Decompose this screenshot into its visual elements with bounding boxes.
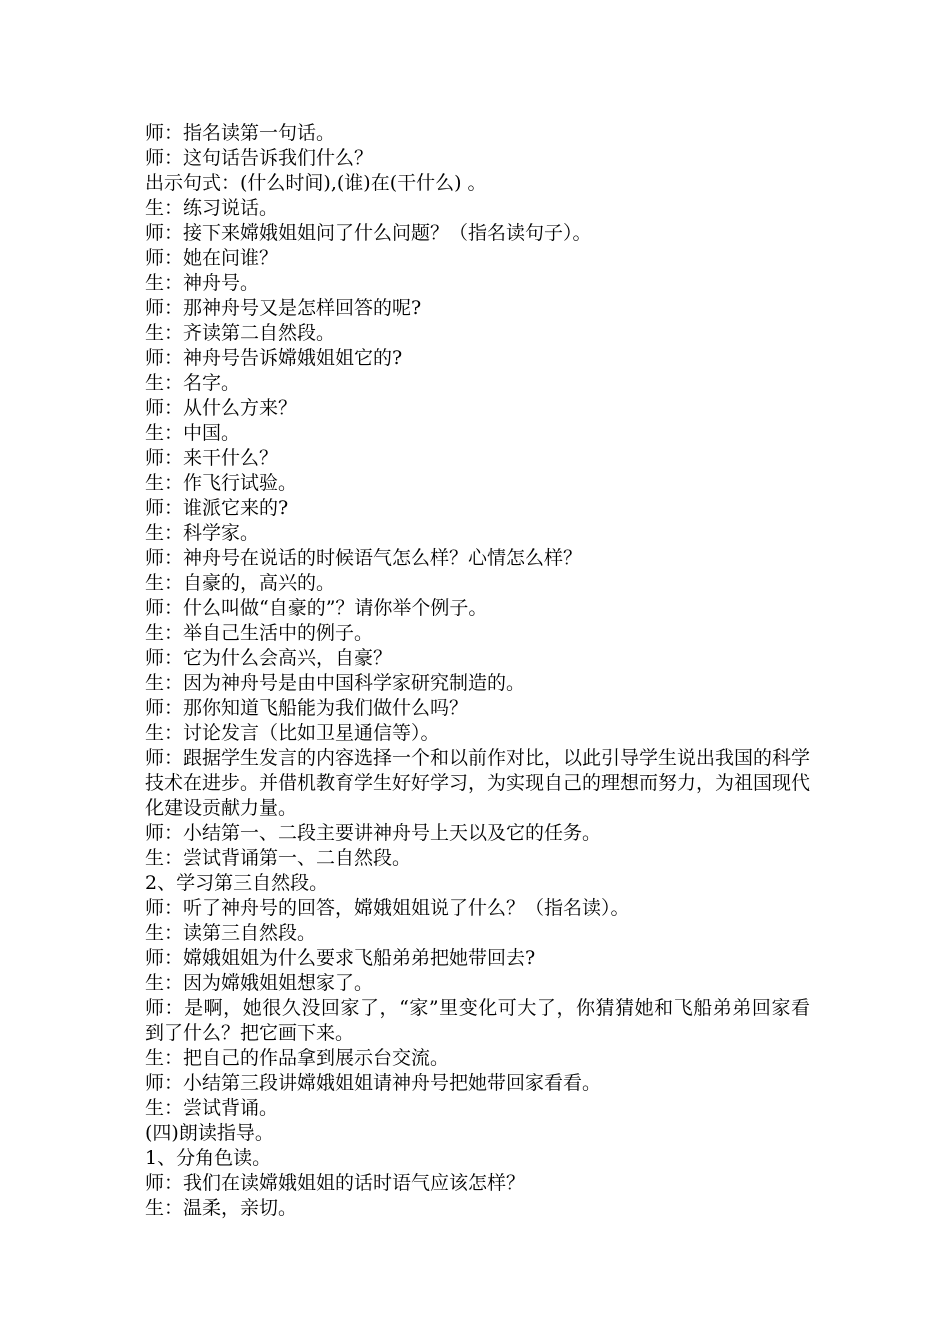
text-line: 生：尝试背诵。 <box>145 1097 279 1119</box>
text-line: 生：神舟号。 <box>145 272 260 294</box>
text-line: 师：从什么方来？ <box>145 397 298 419</box>
text-line: 生：讨论发言（比如卫星通信等）。 <box>145 722 440 744</box>
text-line: 生：科学家。 <box>145 522 260 544</box>
text-line: 出示句式：(什么时间),(谁)在(干什么) 。 <box>145 172 487 194</box>
text-line: 师：接下来嫦娥姐姐问了什么问题？（指名读句子）。 <box>145 222 592 244</box>
text-line: 师：这句话告诉我们什么？ <box>145 147 374 169</box>
text-line: 师：什么叫做“自豪的”？请你举个例子。 <box>145 597 488 619</box>
text-paragraph: 师：跟据学生发言的内容选择一个和以前作对比，以此引导学生说出我国的科学技术在进步。并借机教育学生好好学习，为实现自己的理想而努力，为祖国现代化建设贡献力量。 <box>145 747 811 819</box>
text-line: 生：举自己生活中的例子。 <box>145 622 374 644</box>
text-line: 师：那神舟号又是怎样回答的呢? <box>145 297 422 319</box>
text-line: 生：因为嫦娥姐姐想家了。 <box>145 972 374 994</box>
text-line: 生：因为神舟号是由中国科学家研究制造的。 <box>145 672 526 694</box>
text-line: 生：自豪的，高兴的。 <box>145 572 336 594</box>
text-line: 生：齐读第二自然段。 <box>145 322 336 344</box>
text-line: 师：神舟号在说话的时候语气怎么样？心情怎么样？ <box>145 547 583 569</box>
text-line: 师：神舟号告诉嫦娥姐姐它的? <box>145 347 403 369</box>
text-line: 师：小结第三段讲嫦娥姐姐请神舟号把她带回家看看。 <box>145 1072 602 1094</box>
text-line: 师：我们在读嫦娥姐姐的话时语气应该怎样？ <box>145 1172 526 1194</box>
text-line: 师：她在问谁？ <box>145 247 279 269</box>
section-heading: (四)朗读指导。 <box>145 1122 274 1144</box>
text-line: 师：指名读第一句话。 <box>145 122 336 144</box>
text-line: 师：它为什么会高兴，自豪？ <box>145 647 393 669</box>
text-paragraph: 师：是啊，她很久没回家了，“家”里变化可大了，你猜猜她和飞船弟弟回家看到了什么？把它画下来。 <box>145 997 810 1044</box>
text-line: 生：尝试背诵第一、二自然段。 <box>145 847 412 869</box>
text-line: 师：那你知道飞船能为我们做什么吗？ <box>145 697 469 719</box>
text-line: 师：来干什么？ <box>145 447 279 469</box>
text-line: 生：中国。 <box>145 422 241 444</box>
text-line: 生：名字。 <box>145 372 241 394</box>
text-line: 生：温柔，亲切。 <box>145 1197 298 1219</box>
text-line: 生：练习说话。 <box>145 197 279 219</box>
text-line: 师：听了神舟号的回答，嫦娥姐姐说了什么？（指名读）。 <box>145 897 630 919</box>
text-line: 师：谁派它来的? <box>145 497 289 519</box>
section-heading: 2、学习第三自然段。 <box>145 872 329 894</box>
section-heading: 1、分角色读。 <box>145 1147 272 1169</box>
text-line: 生：读第三自然段。 <box>145 922 317 944</box>
text-line: 师：小结第一、二段主要讲神舟号上天以及它的任务。 <box>145 822 602 844</box>
text-line: 生：作飞行试验。 <box>145 472 298 494</box>
text-line: 生：把自己的作品拿到展示台交流。 <box>145 1047 450 1069</box>
text-line: 师：嫦娥姐姐为什么要求飞船弟弟把她带回去? <box>145 947 536 969</box>
document-body <box>145 121 810 1221</box>
